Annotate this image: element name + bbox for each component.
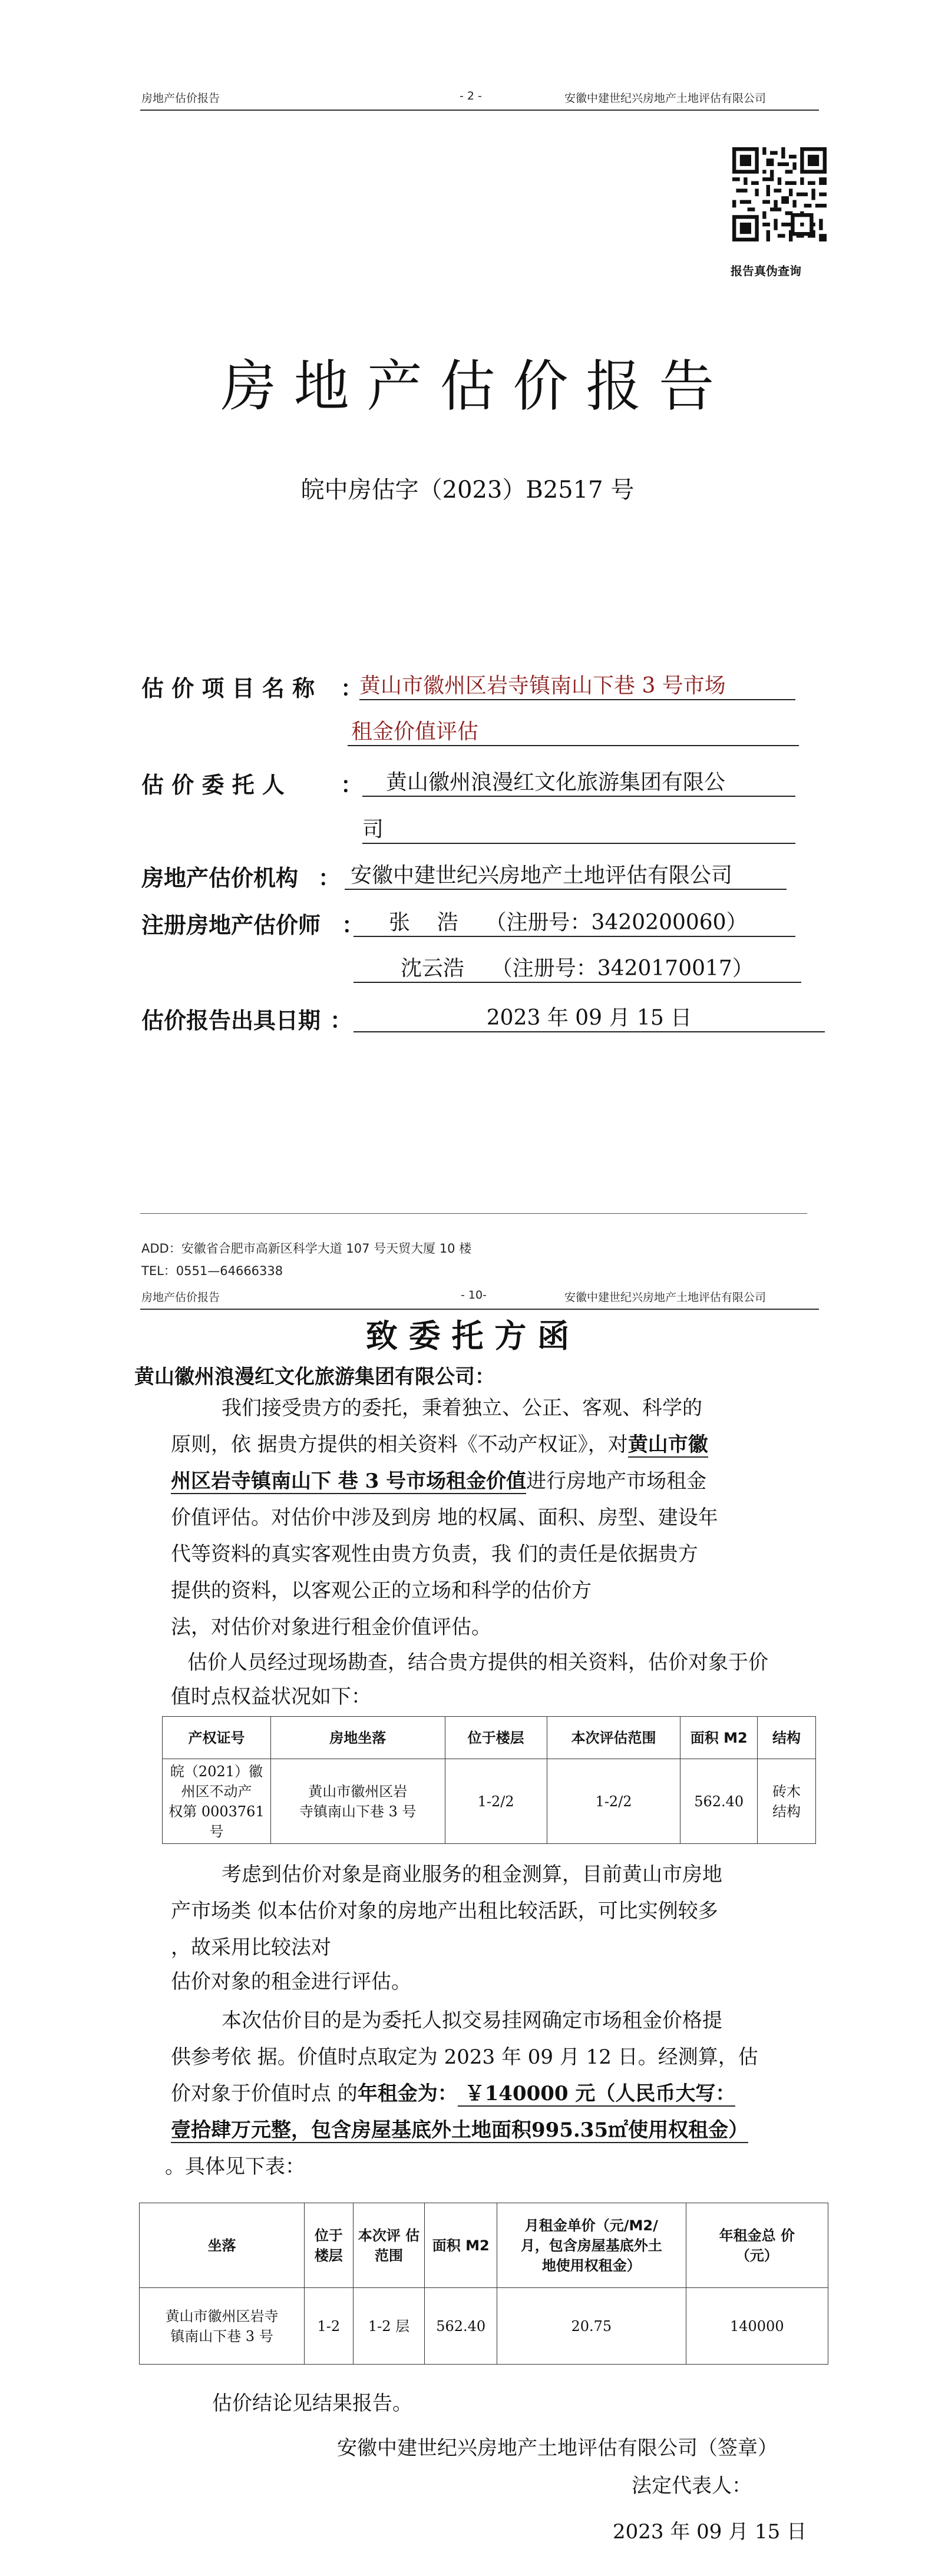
para2-line1: 估价人员经过现场勘查，结合贵方提供的相关资料，估价对象于价 [187,1651,768,1674]
t1-header-range: 本次评估范围 [547,1717,680,1759]
property-rights-table [162,1716,816,1844]
para3-line4: 估价对象的租金进行评估。 [171,1970,411,1994]
t2-total-cell: 140000 [686,2288,828,2365]
appraiser-label: 注册房地产估价师 [141,912,321,938]
para1-line1: 我们接受贵方的委托，秉着独立、公正、客观、科学的 [222,1396,702,1420]
conclusion-note: 估价结论见结果报告。 [212,2392,412,2415]
para4-line3b: 年租金为： [357,2082,458,2105]
para1-line3b: 进行房地产市场租金 [526,1469,707,1493]
header-rule [140,110,819,111]
t1-header-cert: 产权证号 [163,1717,271,1759]
t2-header-unit-rent: 月租金单价（元/M2/ 月，包含房屋基底外土 地使用权租金） [497,2203,686,2288]
t1-header-area: 面积 M2 [680,1717,758,1759]
para3-line2: 产市场类 似本估价对象的房地产出租比较活跃，可比实例较多 [171,1899,718,1923]
t2-header-range: 本次评 估 范围 [353,2203,425,2288]
para4-line5: 。具体见下表： [165,2155,305,2178]
para1-line6: 提供的资料，以客观公正的立场和科学的估价方 [171,1579,592,1602]
t1-header-structure: 结构 [758,1717,816,1759]
project-name-value-1: 黄山市徽州区岩寺镇南山下巷 3 号市场 [359,669,795,700]
t2-floor-cell: 1-2 [305,2288,353,2365]
t2-area-cell: 562.40 [425,2288,497,2365]
para4-line4: 壹拾肆万元整，包含房屋基底外土地面积995.35㎡使用权租金） [171,2118,749,2142]
para1-line3a: 州区岩寺镇南山下 巷 3 号市场租金价值 [171,1469,527,1493]
report-date-value: 2023 年 09 月 15 日 [353,1001,825,1032]
salutation: 黄山徽州浪漫红文化旅游集团有限公司： [134,1365,495,1389]
footer-tel: TEL：0551—64666338 [141,1264,283,1278]
client-value-2: 司 [362,813,795,844]
t1-range-cell: 1-2/2 [547,1759,680,1844]
t1-location-cell: 黄山市徽州区岩 寺镇南山下巷 3 号 [270,1759,445,1844]
para1-line5: 代等资料的真实客观性由贵方负责，我 们的责任是依据贵方 [171,1542,698,1566]
header-right: 安徽中建世纪兴房地产土地评估有限公司 [564,92,766,105]
legal-representative: 法定代表人： [632,2474,752,2498]
t2-header-location: 坐落 [140,2203,305,2288]
para3-line3: ，故采用比较法对 [171,1936,331,1959]
t2-range-cell: 1-2 层 [353,2288,425,2365]
header-page-number: - 2 - [460,90,482,102]
t2-header-area: 面积 M2 [425,2203,497,2288]
para4-line2: 供参考依 据。价值时点取定为 2023 年 09 月 12 日。经测算，估 [171,2045,758,2069]
appraiser-1: 张 浩 （注册号：3420200060） [353,906,795,937]
header-left: 房地产估价报告 [141,92,220,105]
header-right-2: 安徽中建世纪兴房地产土地评估有限公司 [564,1291,766,1304]
t2-location-cell: 黄山市徽州区岩寺 镇南山下巷 3 号 [140,2288,305,2365]
appraiser-2: 沈云浩 （注册号：3420170017） [353,952,801,983]
para4-line3c: ￥140000 元（人民币大写： [457,2082,736,2105]
header-left-2: 房地产估价报告 [141,1291,220,1304]
t1-header-floor: 位于楼层 [445,1717,547,1759]
t2-unit-rent-cell: 20.75 [497,2288,686,2365]
report-date-colon: ： [330,1008,353,1034]
t1-structure-cell: 砖木 结构 [758,1759,816,1844]
agency-colon: ： [318,865,341,891]
header-rule-2 [140,1309,819,1310]
signature-company: 安徽中建世纪兴房地产土地评估有限公司（签章） [337,2436,778,2460]
qr-caption: 报告真伪查询 [731,264,801,278]
project-name-colon: ： [341,676,364,701]
client-label: 估 价 委 托 人 [141,772,285,798]
rent-table [139,2203,828,2365]
para4-line1: 本次估价目的是为委托人拟交易挂网确定市场租金价格提 [222,2009,722,2032]
para1-line2a: 原则，依 据贵方提供的相关资料《不动产权证》，对 [171,1433,628,1456]
t2-header-total: 年租金总 价 （元） [686,2203,828,2288]
qr-code-icon [732,147,827,241]
header-page-number-2: - 10- [461,1289,487,1302]
project-name-value-2: 租金价值评估 [348,715,799,746]
agency-label: 房地产估价机构 [141,865,299,891]
para1-line7: 法，对估价对象进行租金价值评估。 [171,1615,491,1639]
para4-line3a: 价对象于价值时点 的 [171,2082,358,2105]
footer-address: ADD：安徽省合肥市高新区科学大道 107 号天贸大厦 10 楼 [141,1241,472,1256]
signature-date: 2023 年 09 月 15 日 [613,2520,807,2544]
para2-line2: 值时点权益状况如下： [171,1685,371,1708]
para1-line2b: 黄山市徽 [627,1433,708,1456]
t1-header-location: 房地坐落 [270,1717,445,1759]
page-title: 房 地 产 估 价 报 告 [220,355,715,419]
para3-line1: 考虑到估价对象是商业服务的租金测算，目前黄山市房地 [222,1863,722,1886]
t1-floor-cell: 1-2/2 [445,1759,547,1844]
report-number: 皖中房估字（2023）B2517 号 [300,476,635,504]
report-date-label: 估价报告出具日期 [141,1008,321,1034]
t1-cert-cell: 皖（2021）徽 州区不动产 权第 0003761号 [163,1759,271,1844]
footer-rule [140,1213,807,1214]
t1-area-cell: 562.40 [680,1759,758,1844]
client-colon: ： [341,772,364,798]
client-value-1: 黄山徽州浪漫红文化旅游集团有限公 [362,766,795,797]
t2-header-floor: 位于 楼层 [305,2203,353,2288]
project-name-label: 估 价 项 目 名 称 [141,676,315,701]
appraiser-colon: ： [342,912,365,938]
para1-line4: 价值评估。对估价中涉及到房 地的权属、面积、房型、建设年 [171,1506,718,1529]
agency-value: 安徽中建世纪兴房地产土地评估有限公司 [345,859,787,890]
letter-title: 致 委 托 方 函 [365,1317,570,1355]
